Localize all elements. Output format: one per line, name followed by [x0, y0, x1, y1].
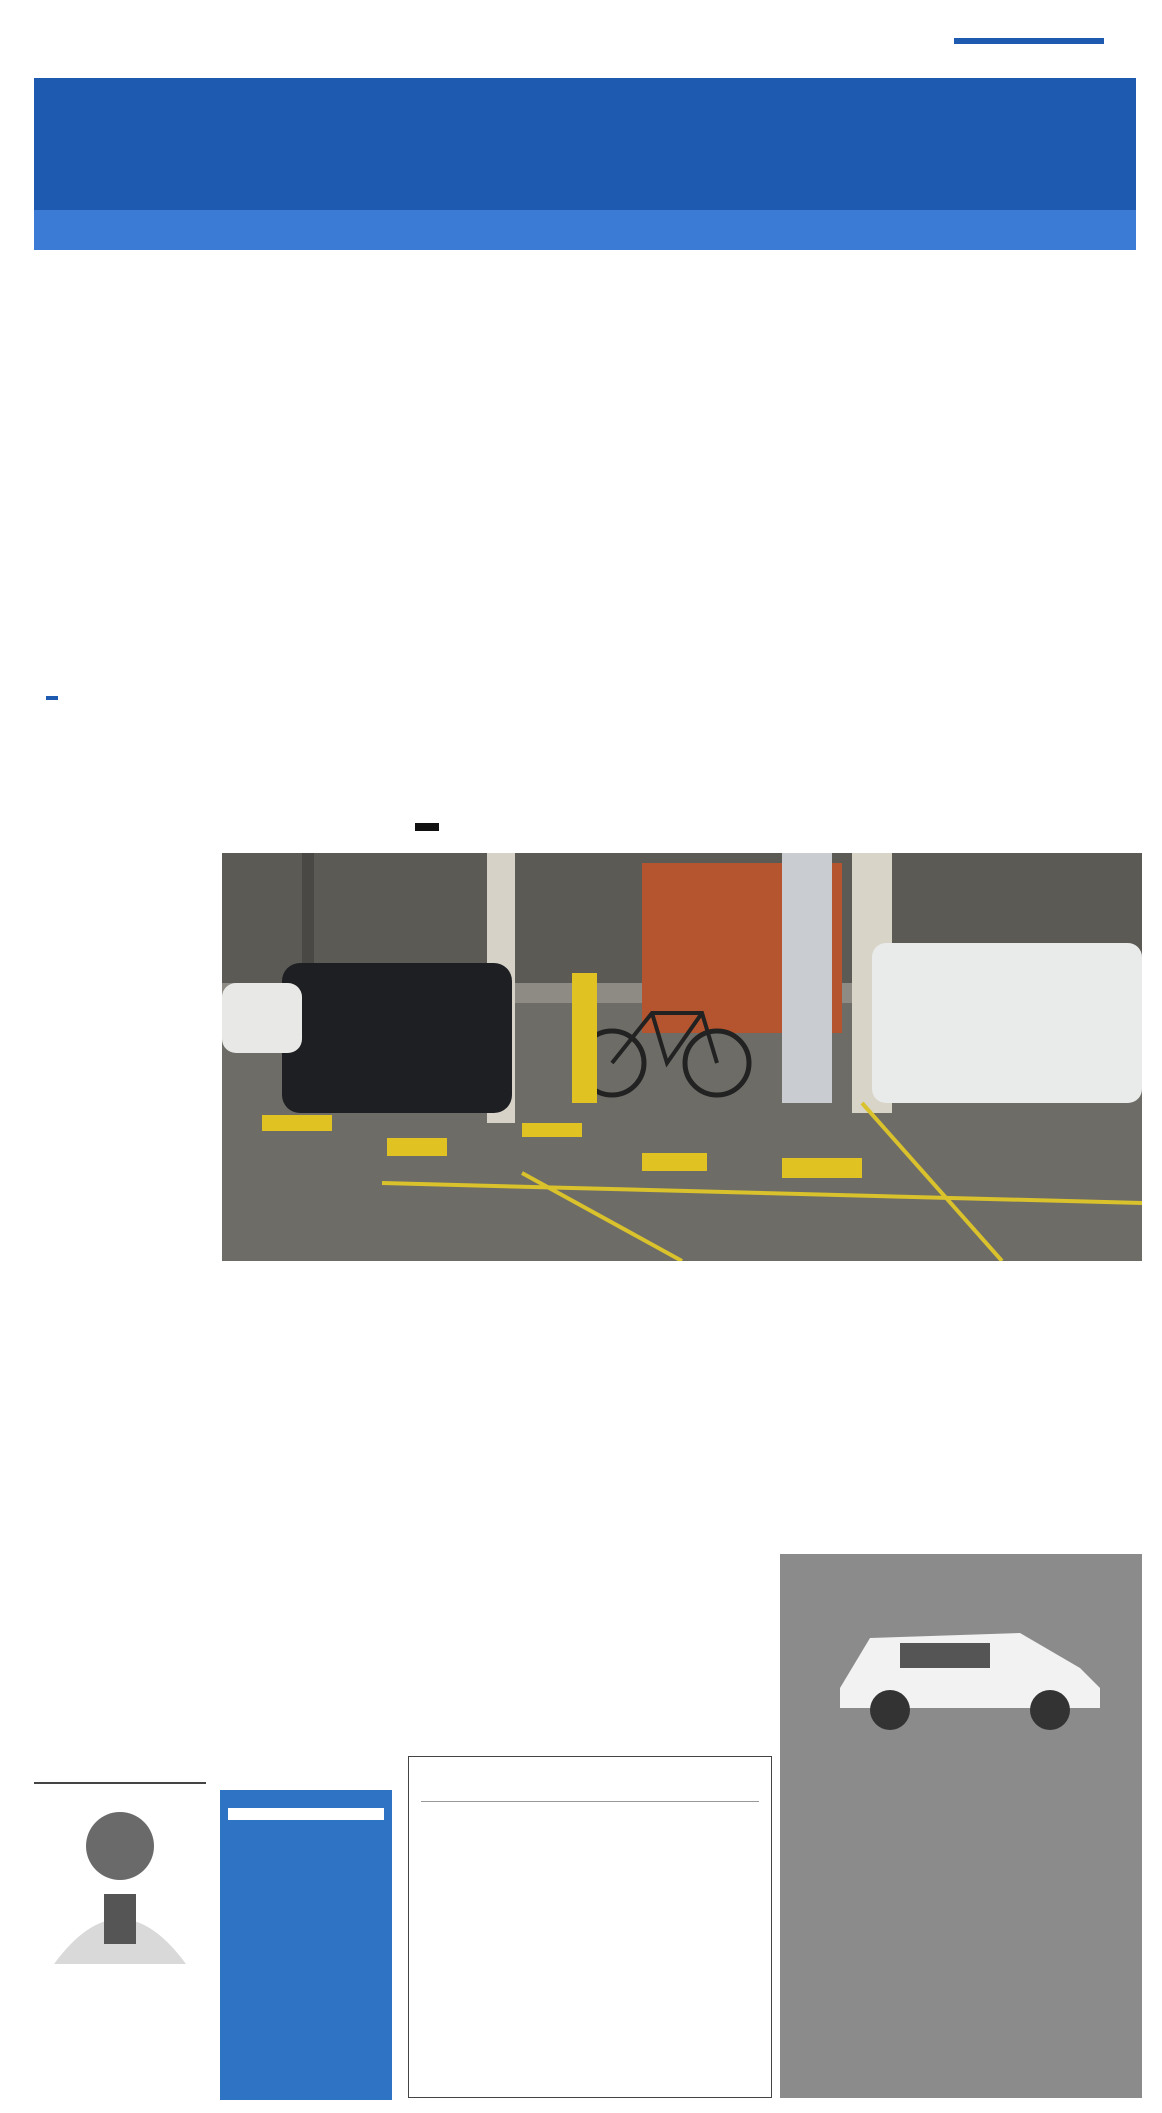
denuncia-tag [46, 696, 58, 700]
secondary-col-5 [780, 1358, 960, 1528]
secondary-col-4 [592, 1400, 770, 1730]
bima-ad[interactable] [780, 1554, 1142, 2098]
article-col-4 [782, 275, 960, 835]
quote-rule [415, 823, 439, 831]
article-col-2 [222, 634, 397, 834]
missing-person-ad [34, 1782, 206, 2098]
article-col-5 [971, 473, 1141, 835]
nueva-eps-notice [408, 1756, 772, 2098]
article-col-1 [46, 634, 206, 1330]
brand-tab[interactable] [954, 38, 1104, 78]
article-col-3 [596, 634, 771, 834]
secondary-col-6 [970, 1358, 1142, 1528]
secondary-col-3 [412, 1636, 572, 1730]
secondary-col-1 [34, 1400, 206, 1730]
citytv-bar [34, 210, 1136, 250]
citytv-question [46, 214, 52, 242]
white-pickup [872, 943, 1142, 1103]
car-image [780, 1588, 1142, 1738]
black-suv [282, 963, 512, 1113]
parking-photo [222, 853, 1142, 1261]
secondary-col-2 [220, 1400, 400, 1730]
person-photo [34, 1784, 206, 1964]
tecnosfera-ad[interactable] [220, 1790, 392, 2100]
